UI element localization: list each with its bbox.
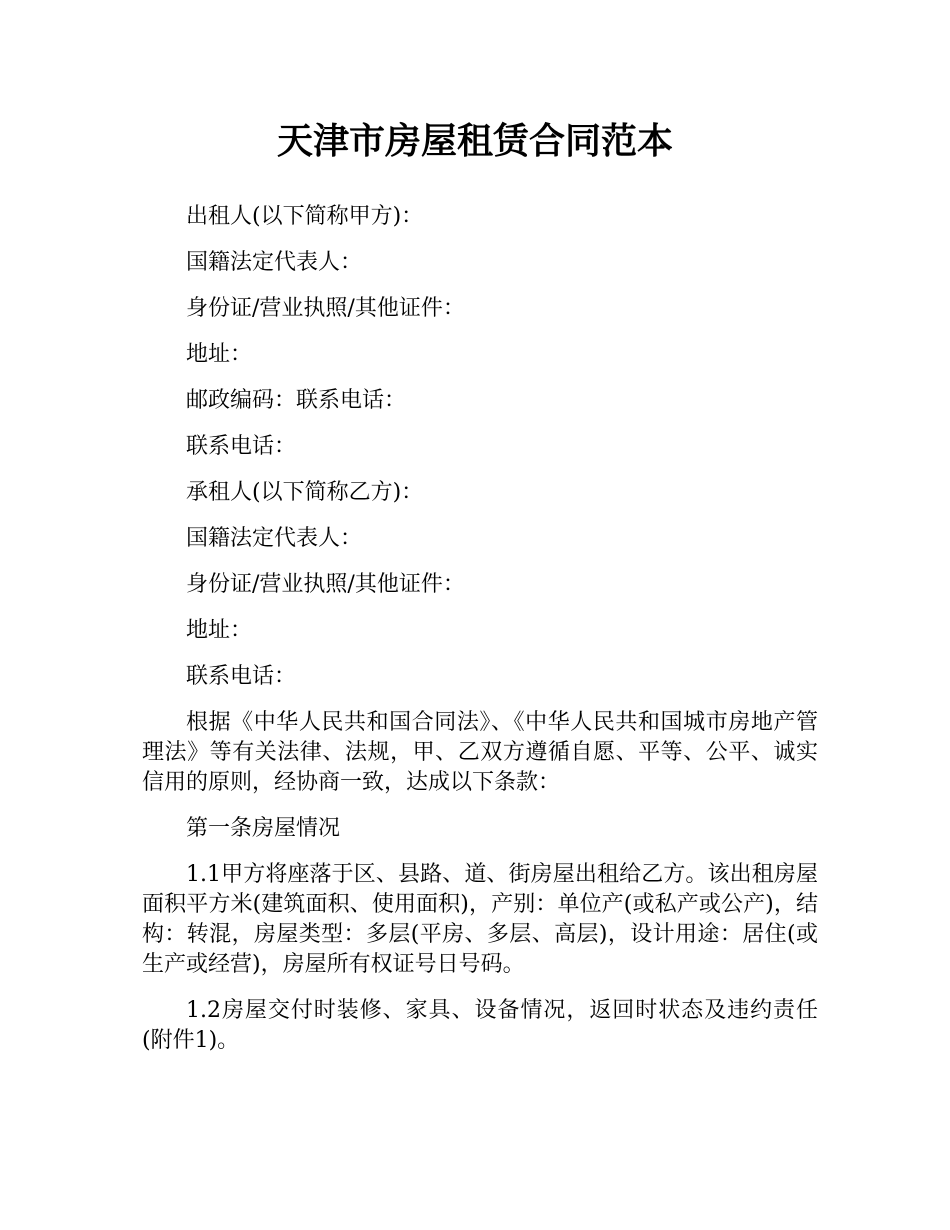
paragraph-lessor-address: 地址：: [186, 342, 253, 367]
paragraph-lessor-phone: 联系电话：: [186, 434, 297, 459]
paragraph-lessee-nationality: 国籍法定代表人：: [186, 526, 363, 551]
paragraph-lessee-id: 身份证/营业执照/其他证件：: [186, 572, 465, 597]
paragraph-lessor-id: 身份证/营业执照/其他证件：: [186, 296, 465, 321]
paragraph-lessor-postcode: 邮政编码：联系电话：: [186, 388, 407, 413]
paragraph-lessee-phone: 联系电话：: [186, 664, 297, 689]
paragraph-preamble: 根据《中华人民共和国合同法》、《中华人民共和国城市房地产管理法》等有关法律、法规，甲、乙双方遵循自愿、平等、公平、诚实信用的原则，经协商一致，达成以下条款：: [142, 710, 818, 795]
paragraph-lessee: 承租人(以下简称乙方)：: [186, 480, 424, 505]
paragraph-lessor-nationality: 国籍法定代表人：: [186, 250, 363, 275]
paragraph-article-one-heading: 第一条房屋情况: [186, 816, 341, 841]
document-body: [142, 202, 818, 1072]
paragraph-lessee-address: 地址：: [186, 618, 253, 643]
paragraph-clause-1-2: 1.2房屋交付时装修、家具、设备情况，返回时状态及违约责任(附件1)。: [142, 998, 818, 1053]
paragraph-lessor: 出租人(以下简称甲方)：: [186, 204, 424, 229]
document-title: 天津市房屋租赁合同范本: [276, 121, 673, 162]
paragraph-clause-1-1: 1.1甲方将座落于区、县路、道、街房屋出租给乙方。该出租房屋面积平方米(建筑面积、使用面积)，产别：单位产(或私产或公产)，结构：转混，房屋类型：多层(平房、多层、高层)，设计用途：居住(或生产或经营)，房屋所有权证号日号码。: [142, 862, 818, 977]
